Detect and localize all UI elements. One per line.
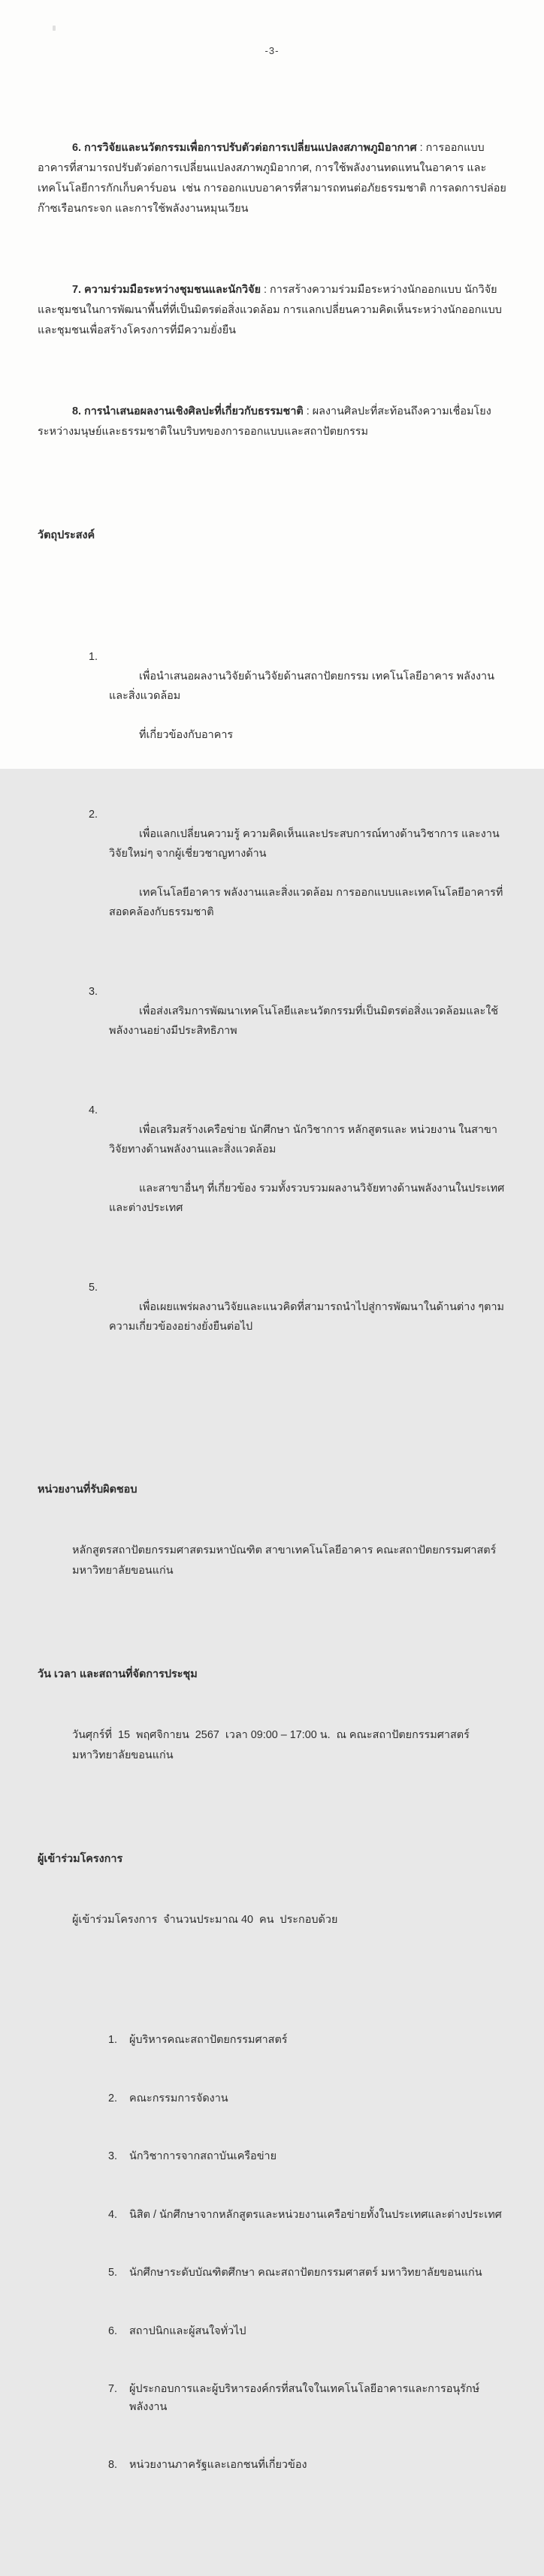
item-text: สถาปนิกและผู้สนใจทั่วไป [129, 2324, 246, 2337]
item-line: เพื่อเสริมสร้างเครือข่าย นักศึกษา นักวิชาการ หลักสูตรและ หน่วยงาน ในสาขาวิจัยทางด้านพลังงานและสิ่งแวดล้อม [109, 1124, 497, 1155]
participants-list [108, 1991, 509, 2515]
scan-artifact [53, 26, 56, 31]
list-item [108, 2148, 509, 2166]
topic-7-body: : การสร้างความร่วมมือระหว่างนักออกแบบ นักวิจัย และชุมชนในการพัฒนาพื้นที่ที่เป็นมิตรต่อสิ่งแวดล้อม การแลกเปลี่ยนความคิดเห็นระหว่างนักออกแบบและชุมชนเพื่อสร้างโครงการที่มีความยั่งยืน [38, 284, 502, 336]
list-item [89, 805, 509, 942]
item-number: 7. [108, 2383, 118, 2395]
topic-7-heading: 7. ความร่วมมือระหว่างชุมชนและนักวิจัย [72, 284, 261, 296]
topic-paragraph-6 [38, 138, 509, 219]
item-number: 3. [89, 986, 98, 998]
list-item [89, 647, 509, 764]
objectives-list [89, 607, 509, 1396]
item-text: นิสิต / นักศึกษาจากหลักสูตรและหน่วยงานเครือข่ายทั้งในประเทศและต่างประเทศ [129, 2208, 502, 2221]
item-text [109, 647, 509, 764]
topic-paragraph-7 [38, 280, 509, 341]
item-line: เพื่อแลกเปลี่ยนความรู้ ความคิดเห็นและประสบการณ์ทางด้านวิชาการ และงานวิจัยใหม่ๆ จากผู้เชี่ยวชาญทางด้าน [109, 828, 500, 860]
item-text: นักศึกษาระดับบัณฑิตศึกษา คณะสถาปัตยกรรมศาสตร์ มหาวิทยาลัยขอนแก่น [129, 2267, 482, 2279]
schedule-text: วันศุกร์ที่ 15 พฤศจิกายน 2567 เวลา 09:00 – 17:00 น. ณ คณะสถาปัตยกรรมศาสตร์ มหาวิทยาลัยขอนแก่น [72, 1729, 473, 1761]
item-number: 5. [108, 2267, 118, 2279]
item-number: 3. [108, 2150, 118, 2162]
list-item [89, 1278, 509, 1356]
item-number: 8. [108, 2459, 118, 2471]
item-text [109, 982, 509, 1060]
item-number: 4. [108, 2208, 118, 2221]
topic-8-body: : ผลงานศิลปะที่สะท้อนถึงความเชื่อมโยงระหว่างมนุษย์และธรรมชาติในบริบทของการออกแบบและสถาปัตยกรรม [38, 405, 491, 438]
list-item [108, 2457, 509, 2475]
topic-6-heading: 6. การวิจัยและนวัตกรรมเพื่อการปรับตัวต่อการเปลี่ยนแปลงสภาพภูมิอากาศ [72, 142, 417, 154]
item-line: เพื่อส่งเสริมการพัฒนาเทคโนโลยีและนวัตกรรมที่เป็นมิตรต่อสิ่งแวดล้อมและใช้พลังงานอย่างมีประสิทธิภาพ [109, 1005, 499, 1037]
list-item [108, 2090, 509, 2108]
item-number: 2. [108, 2092, 118, 2104]
list-item [89, 1101, 509, 1237]
item-number: 4. [89, 1104, 98, 1116]
list-item [108, 2264, 509, 2282]
responsible-heading: หน่วยงานที่รับผิดชอบ [38, 1484, 138, 1496]
topic-6-body: : การออกแบบอาคารที่สามารถปรับตัวต่อการเปลี่ยนแปลงสภาพภูมิอากาศ, การใช้พลังงานทดแทนในอาคาร และเทคโนโลยีการกักเก็บคาร์บอน เช่น การออกแบบอาคารที่สามารถทนต่อภัยธรรมชาติ การลดการปล่อยก๊าซเรือนกระจก และการใช้พลังงานหมุนเวียน [38, 142, 506, 215]
item-text: นักวิชาการจากสถาบันเครือข่าย [129, 2150, 277, 2162]
item-text: คณะกรรมการจัดงาน [129, 2092, 228, 2104]
item-text: ผู้ประกอบการและผู้บริหารองค์กรที่สนใจในเทคโนโลยีอาคารและการอนุรักษ์พลังงาน [129, 2383, 480, 2413]
item-line: ที่เกี่ยวข้องกับอาคาร [138, 729, 234, 741]
topic-paragraph-8 [38, 402, 509, 442]
item-text: ผู้บริหารคณะสถาปัตยกรรมศาสตร์ [129, 2034, 288, 2046]
item-number: 1. [89, 651, 98, 663]
document-content [38, 77, 509, 2576]
item-number: 2. [89, 809, 98, 821]
item-line: เพื่อเผยแพร่ผลงานวิจัยและแนวคิดที่สามารถนำไปสู่การพัฒนาในด้านต่าง ๆตามความเกี่ยวข้องอย่างยั่งยืนต่อไป [109, 1301, 505, 1333]
item-number: 5. [89, 1282, 98, 1294]
schedule-heading: วัน เวลา และสถานที่จัดการประชุม [38, 1668, 198, 1680]
page-number: -3- [264, 45, 280, 56]
item-text [109, 805, 509, 942]
list-item [108, 2381, 509, 2416]
list-item [89, 982, 509, 1060]
participants-intro: ผู้เข้าร่วมโครงการ จำนวนประมาณ 40 คน ประกอบด้วย [72, 1914, 338, 1926]
objectives-heading: วัตถุประสงค์ [38, 529, 95, 541]
item-text [109, 1278, 509, 1356]
responsible-text: หลักสูตรสถาปัตยกรรมศาสตรมหาบัณฑิต สาขาเทคโนโลยีอาคาร คณะสถาปัตยกรรมศาสตร์ มหาวิทยาลัยขอนแก่น [72, 1544, 500, 1577]
list-item [108, 2207, 509, 2225]
item-number: 1. [108, 2034, 118, 2046]
list-item [108, 2032, 509, 2050]
list-item [108, 2323, 509, 2341]
item-text: หน่วยงานภาครัฐและเอกชนที่เกี่ยวข้อง [129, 2459, 307, 2471]
topic-8-heading: 8. การนำเสนอผลงานเชิงศิลปะที่เกี่ยวกับธรรมชาติ [72, 405, 304, 417]
item-line: เทคโนโลยีอาคาร พลังงานและสิ่งแวดล้อม การออกแบบและเทคโนโลยีอาคารที่สอดคล้องกับธรรมชาติ [109, 887, 503, 918]
participants-heading: ผู้เข้าร่วมโครงการ [38, 1853, 123, 1865]
item-text [109, 1101, 509, 1237]
item-number: 6. [108, 2324, 118, 2337]
item-line: เพื่อนำเสนอผลงานวิจัยด้านวิจัยด้านสถาปัตยกรรม เทคโนโลยีอาคาร พลังงานและสิ่งแวดล้อม [109, 670, 494, 702]
item-line: และสาขาอื่นๆ ที่เกี่ยวข้อง รวมทั้งรวบรวมผลงานวิจัยทางด้านพลังงานในประเทศและต่างประเทศ [109, 1183, 505, 1214]
